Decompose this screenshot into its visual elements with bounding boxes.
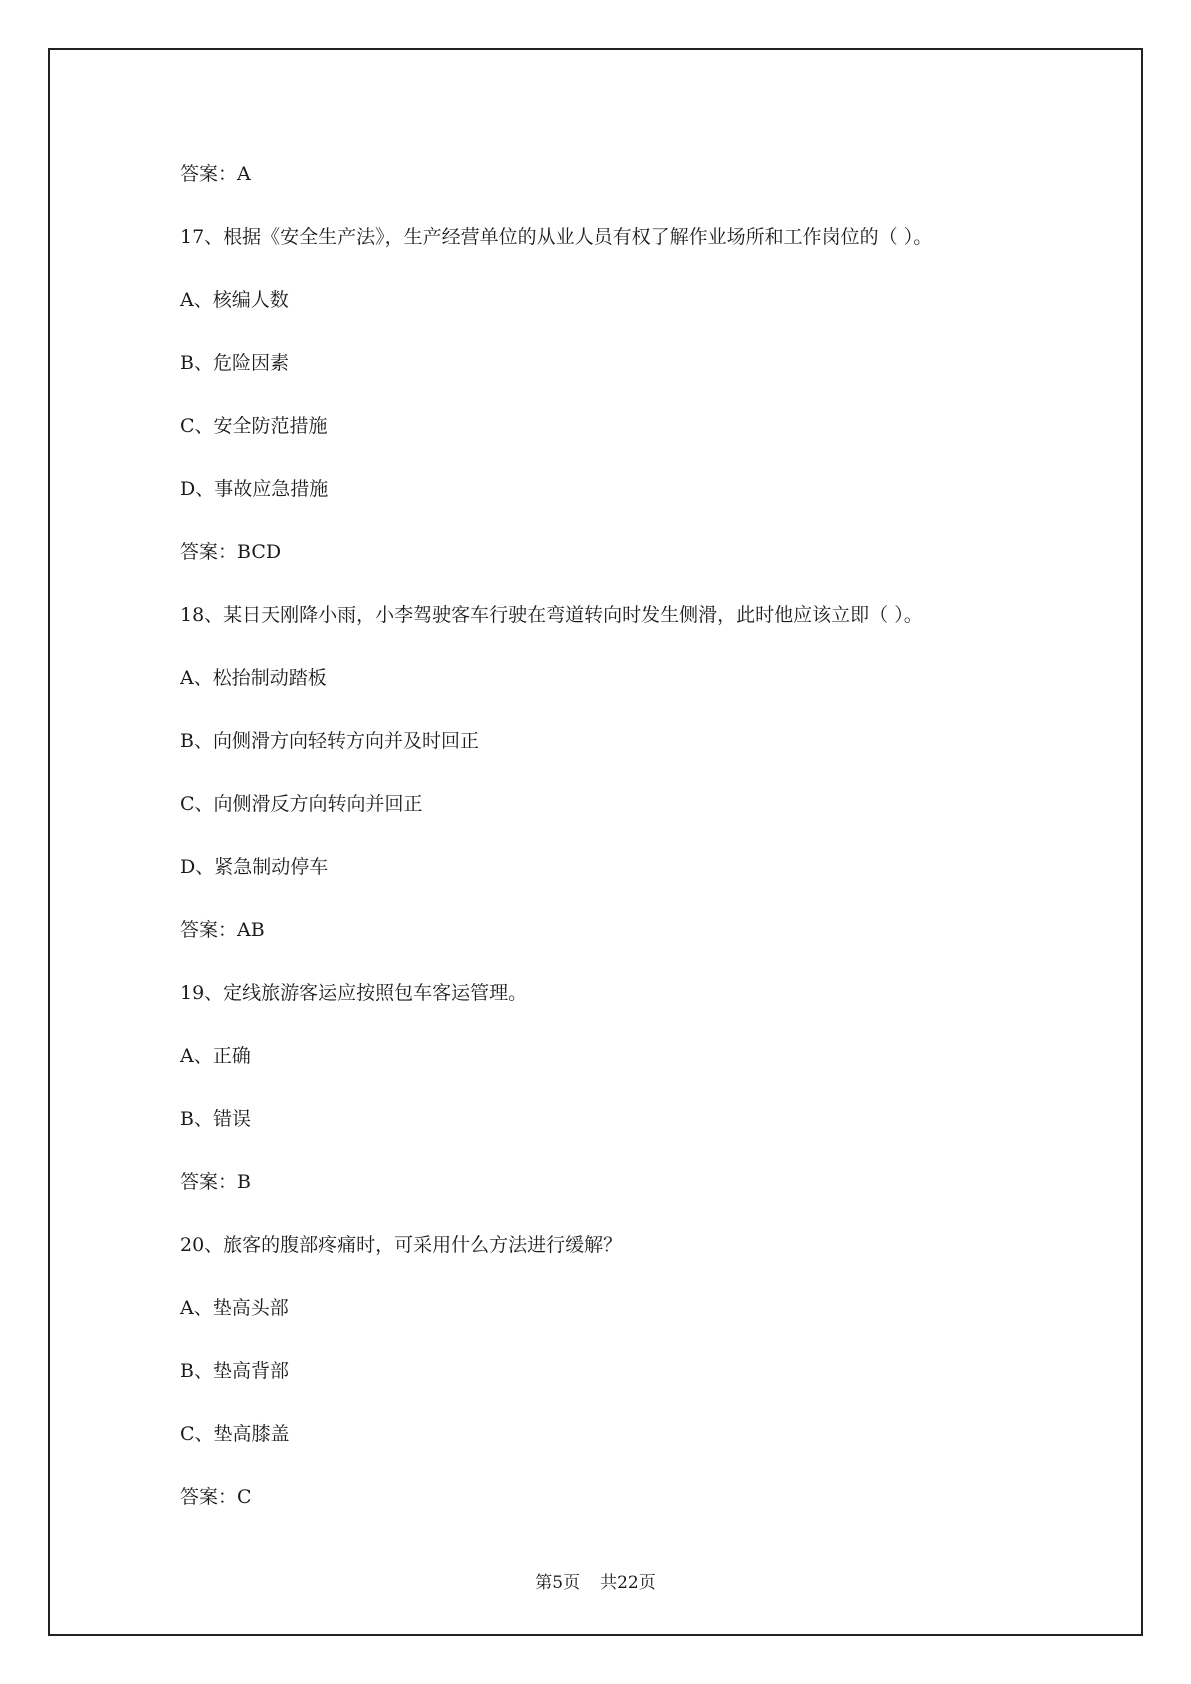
document-body: [180, 161, 1080, 1547]
option-18-b: B、向侧滑方向轻转方向并及时回正: [180, 730, 479, 752]
option-17-a: A、核编人数: [180, 289, 289, 311]
answer-17: 答案：BCD: [180, 541, 282, 563]
option-20-c: C、垫高膝盖: [180, 1423, 290, 1445]
option-17-b: B、危险因素: [180, 352, 289, 374]
option-17-d: D、事故应急措施: [180, 478, 329, 500]
option-20-b: B、垫高背部: [180, 1360, 289, 1382]
question-19: 19、定线旅游客运应按照包车客运管理。: [180, 982, 528, 1004]
page-total: 共22页: [600, 1573, 656, 1593]
option-18-d: D、紧急制动停车: [180, 856, 329, 878]
option-20-a: A、垫高头部: [180, 1297, 289, 1319]
option-18-c: C、向侧滑反方向转向并回正: [180, 793, 423, 815]
option-18-a: A、松抬制动踏板: [180, 667, 327, 689]
page-footer: [0, 1568, 1191, 1593]
option-19-b: B、错误: [180, 1108, 251, 1130]
question-17: 17、根据《安全生产法》，生产经营单位的从业人员有权了解作业场所和工作岗位的（ ）。: [180, 226, 933, 248]
answer-20: 答案：C: [180, 1486, 252, 1508]
option-17-c: C、安全防范措施: [180, 415, 328, 437]
page-number: 第5页: [535, 1573, 581, 1593]
answer-19: 答案：B: [180, 1171, 251, 1193]
answer-line: 答案：A: [180, 163, 251, 185]
option-19-a: A、正确: [180, 1045, 251, 1067]
answer-18: 答案：AB: [180, 919, 265, 941]
question-18: 18、某日天刚降小雨，小李驾驶客车行驶在弯道转向时发生侧滑，此时他应该立即（ ）。: [180, 604, 923, 626]
question-20: 20、旅客的腹部疼痛时，可采用什么方法进行缓解？: [180, 1234, 623, 1256]
